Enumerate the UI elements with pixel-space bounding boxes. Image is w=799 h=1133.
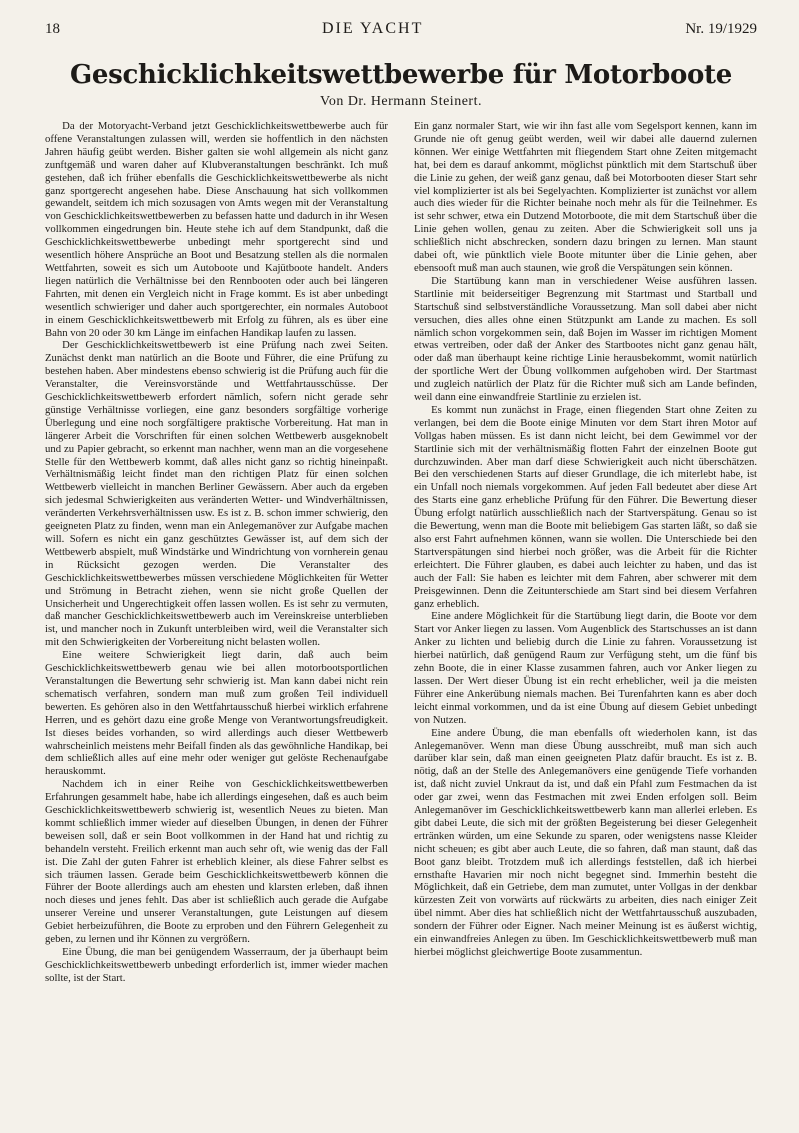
right-column [414, 120, 757, 1025]
paragraph: Eine Übung, die man bei genügendem Wasserraum, der ja überhaupt beim Geschicklichkeitswettbewerb unbedingt erforderlich ist, immer wieder machen sollte, ist der Start. [45, 946, 388, 984]
paragraph: Eine andere Übung, die man ebenfalls oft wiederholen kann, ist das Anlegemanöver. Wenn man diese Übung ausschreibt, muß man sich auch darüber klar sein, daß man einen geeigneten Platz dafür braucht. Es ist z. B. nötig, daß an der Stelle des Anlegemanövers eine genügende Tiefe vorhanden ist, daß nicht zuviel Unkraut da ist, und daß ein Pfahl zum Festmachen da ist oder gar zwei, wenn das Festmachen mit zwei Enden erfolgen soll. Beim Anlegemanöver im Geschicklichkeitswettbewerb kann man allerlei erleben. Es gibt dabei Leute, die sich mit der größten Begeisterung bei dieser Gelegenheit ertränken würden, um eine Sekunde zu sparen, oder wenigstens nasse Kleider nicht scheuen; es gibt aber auch Leute, die so fahren, daß man staunt, daß das Boot ganz bleibt. Trotzdem muß ich allerdings feststellen, daß ich hierbei ernsthafte Havarien mir noch nicht begegnet sind. Immerhin besteht die Möglichkeit, daß ein Getriebe, dem man zumutet, unter Vollgas in der denkbar kürzesten Zeit von vorwärts auf rückwärts zu arbeiten, dies nach einiger Zeit übel nimmt. Aber dies hat schließlich nicht der Wettfahrtausschuß auszubaden, sondern der Führer oder Eigner. Nach meiner Meinung ist es äußerst wichtig, ein einwandfreies Anlegen zu üben. Im Geschicklichkeitswettbewerb muß man hierbei möglichst gleichwertige Boote zusammentun. [414, 726, 757, 958]
paragraph: Nachdem ich in einer Reihe von Geschicklichkeitswettbewerben Erfahrungen gesammelt habe, habe ich allerdings eingesehen, daß es auch beim Geschicklichkeitswettbewerb schwierig ist, wesentlich Neues zu bieten. Man kommt schließlich immer wieder auf dieselben Übungen, in denen der Führer beweisen soll, daß er sein Boot vollkommen in der Hand hat und richtig zu behandeln versteht. Freilich erkennt man auch sehr oft, wie wenig das der Fall ist. Die Zahl der guten Fahrer ist erheblich kleiner, als diese Fahrer selbst es sich träumen lassen. Gerade beim Geschicklichkeitswettbewerb können die Führer der Boote allerdings auch am ehesten und klarsten erleben, daß ihnen noch dieses und jenes fehlt. Das aber ist schließlich auch gerade die Aufgabe unserer Vereine und unserer Veranstaltungen, gute Leistungen auf diesem Gebiet herbeizuführen, die Boote zu erproben und den Führern Gelegenheit zu geben, zu lernen und ihr Können zu vergrößern. [45, 778, 388, 946]
paragraph: Eine andere Möglichkeit für die Startübung liegt darin, die Boote vor dem Start vor Anker liegen zu lassen. Vom Augenblick des Startschusses an ist dann Anker zu lichten und beliebig durch die Linie zu fahren. Voraussetzung ist hierbei natürlich, daß genügend Raum zur Verfügung steht, um die fünf bis zehn Boote, die in einer Klasse zusammen fahren, auch vor Anker liegen zu lassen. Der Wert dieser Übung ist ein recht erheblicher, weil ja die meisten Führer eine Ankerübung niemals machen. Bei Turenfahrten kann es aber doch leicht einmal vorkommen, und da ist eine Übung auf diesem Gebiet unbedingt von Nutzen. [414, 610, 757, 726]
article-body [45, 120, 757, 1025]
paragraph: Der Geschicklichkeitswettbewerb ist eine Prüfung nach zwei Seiten. Zunächst denkt man natürlich an die Boote und Führer, die eine Prüfung zu bestehen haben. Aber mindestens ebenso schwierig ist die Prüfung auch für die Veranstalter, die Vereinsvorstände und Wettfahrtausschüsse. Der Geschicklichkeitswettbewerb erfordert nämlich, sofern nicht gerade sehr günstige Verhältnisse vorliegen, eine ganz besonders sorgfältige vorherige Überlegung und eine noch sorgfältigere praktische Vorbereitung. Hat man in längerer Arbeit die Vorschriften für einen solchen Wettbewerb ausgeknobelt und zu Papier gebracht, so erkennt man nachher, wenn man an die vorgesehene Stelle für den Wettbewerb kommt, daß alles nicht ganz so richtig hineinpaßt. Verhältnismäßig leicht findet man den richtigen Platz für einen solchen Wettbewerb vielleicht in manchen Berliner Gewässern. Aber auch da ergeben sich jedesmal Schwierigkeiten aus veränderten Wetter- und Windverhältnissen, veränderten Verkehrsverhältnissen usw. Es ist z. B. schon immer schwierig, den geeigneten Platz zu finden, wenn man ein Anlegemanöver zur Aufgabe machen will. Sofern es nicht ein ganz geschütztes Gewässer ist, auf dem sich der Wettbewerb abspielt, muß Windstärke und Windrichtung von vornherein genau in Rücksicht gezogen werden. Die Veranstalter des Geschicklichkeitswettbewerbes müssen verschiedene Möglichkeiten für Wetter und Strömung in Betracht ziehen, wenn sie nicht große Quellen der Unsicherheit und Ungerechtigkeit offen lassen wollen. Es ist sehr zu vermuten, daß mancher Geschicklichkeitswettbewerb auch im Vereinskreise unterblieben ist, und mancher noch in Zukunft unterbleiben wird, weil die Veranstalter sich mit den Schwierigkeiten der Vorbereitung nicht belasten wollen. [45, 339, 388, 649]
left-column [45, 120, 388, 1025]
issue-number: Nr. 19/1929 [685, 21, 757, 37]
paragraph: Die Startübung kann man in verschiedener Weise ausführen lassen. Startlinie mit beiderseitiger Begrenzung mit Startmast und Startball und Startschuß sind selbstverständliche Voraussetzung. Man soll dabei aber nicht versuchen, dies alles ohne einen Stützpunkt am Lande zu machen. Es soll nämlich schon vorgekommen sein, daß Bojen im Wasser im richtigen Moment etwas vertreiben, oder daß der Anker des Startbootes nicht ganz genau hält, oder daß man überhaupt keine richtige Linie herausbekommt, womit natürlich der sportliche Wert der Übung vollkommen aufgehoben wird. Der Startmast und zugleich natürlich der Platz für die Richter muß sich am Lande befinden, weil dann eine einwandfreie Startlinie zu erzielen ist. [414, 274, 757, 404]
page-header [45, 20, 757, 42]
paragraph: Eine weitere Schwierigkeit liegt darin, daß auch beim Geschicklichkeitswettbewerb genau wie bei allen motorbootsportlichen Veranstaltungen die Bewertung sehr schwierig ist. Man kann dabei nicht rein schematisch verfahren, sondern man muß zum großen Teil individuell bewerten. Es gehören also in den Wettfahrtausschuß hierbei wirklich erfahrene Herren, und es gehört dazu eine große Menge von Verantwortungsfreudigkeit. Ist dieses beides vorhanden, so wird allerdings auch dieser Wettbewerb wahrscheinlich meistens mehr Beifall finden als das gewöhnliche Handikap, bei dem schließlich alles auf eine mehr oder weniger gut gelöste Rechenaufgabe herauskommt. [45, 649, 388, 778]
article-title: Geschicklichkeitswettbewerbe für Motorboote [70, 60, 732, 90]
page-number: 18 [45, 21, 60, 37]
paragraph: Ein ganz normaler Start, wie wir ihn fast alle vom Segelsport kennen, kann im Grunde nie oft genug geübt werden, weil wir dabei alle dauernd zulernen können. Wer einige Wettfahrten mit fliegendem Start ohne Zeiten mitgemacht hat, bei dem es darauf ankommt, möglichst pünktlich mit dem Startschuß über die Linie zu gehen, der weiß ganz genau, daß bei Motorbooten dieser Start sehr viel komplizierter ist als bei Segelyachten. Komplizierter ist zunächst vor allem auch dies wieder für die Richter beinahe noch mehr als für die Teilnehmer. Es ist sehr schwer, etwa ein Dutzend Motorboote, die mit dem Startschuß über die Linie gehen wollen, genau zu zeiten. Aber die Schwierigkeit soll uns ja schließlich nicht abschrecken, sondern dazu bringen zu lernen. Man staunt dabei oft, wie pünktlich viele Boote mitunter über die Linie gehen, aber ebensooft muß man auch staunen, wie groß die Verspätungen sein können. [414, 120, 757, 274]
paragraph: Es kommt nun zunächst in Frage, einen fliegenden Start ohne Zeiten zu verlangen, bei dem die Boote einige Minuten vor dem Start ihren Motor auf Vollgas haben müssen. Es ist dann nicht leicht, bei dem Gewimmel vor der Startlinie sich mit der verhältnismäßig flotten Fahrt der einzelnen Boote gut durchzuwinden. Aber man darf diese Schwierigkeit auch nicht überschätzen. Bei den verschiedenen Starts auf dieser Grundlage, die ich miterlebt habe, ist ein Unfall noch niemals vorgekommen. Auf jeden Fall bedeutet aber diese Art des Starts eine ganz erhebliche Prüfung für den Führer. Die Bewertung dieser Übung erfolgt natürlich ausschließlich nach der Startverspätung. Genau so ist die Bewertung, wenn man die Boote mit beliebigem Gas starten läßt, so daß sie also erst Fahrt aufnehmen können, wann sie wollen. Die Unterschiede bei den Startverspätungen sind hierbei noch größer, was die Arbeit für die Richter erleichtert. Die Führer glauben, es dabei auch leichter zu haben, und das ist auch der Fall: Sie haben es leichter mit dem Fahren, aber schwerer mit dem Preisgewinnen. Denn die Zeitunterschiede am Start sind bei diesem Verfahren ganz erheblich. [414, 403, 757, 610]
article-author: Von Dr. Hermann Steinert. [320, 94, 482, 109]
paragraph: Da der Motoryacht-Verband jetzt Geschicklichkeitswettbewerbe auch für offene Veranstaltungen zulassen will, werden sie hoffentlich in den nächsten Jahren häufig geübt werden. Bisher galten sie wohl allgemein als nicht ganz zunftgemäß und waren daher auf Klubveranstaltungen beschränkt. Ich muß gestehen, daß ich früher ebenfalls die Geschicklichkeitswettbewerbe als nicht ganz sportgerecht angesehen habe. Diese Anschauung hat sich vollkommen gewandelt, seitdem ich mich sozusagen von Amts wegen mit der Veranstaltung von Geschicklichkeitswettbewerben zu befassen hatte und dadurch in ihr Wesen vollkommen eingedrungen bin. Heute stehe ich auf dem Standpunkt, daß die Geschicklichkeitswettbewerbe unbedingt mehr sportgerecht sind und wesentlich höhere Ansprüche an Boot und Besatzung stellen als die normalen Wettfahrten, soweit es sich um Autoboote und Kajütboote handelt. Anders liegen natürlich die Verhältnisse bei den Rennbooten oder auch bei längeren Fahrten, mit denen ein Vergleich nicht in Frage kommt. Es ist aber unbedingt wesentlich schwieriger und daher auch sportgerechter, ein normales Autoboot in einem Geschicklichkeitswettbewerb mit Erfolg zu führen, als es über eine Bahn von 20 oder 30 km Länge im einfachen Handikap laufen zu lassen. [45, 120, 388, 339]
magazine-title: DIE YACHT [321, 20, 424, 37]
